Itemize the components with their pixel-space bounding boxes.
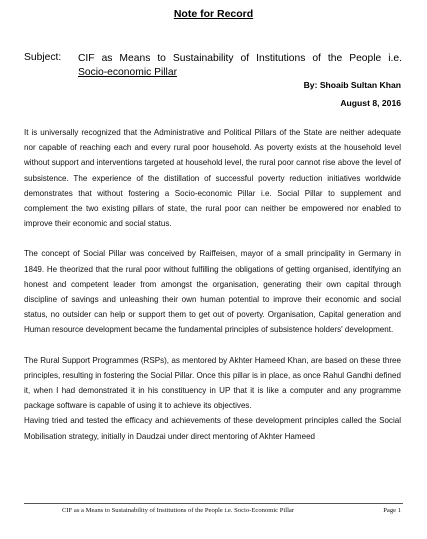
page-number: Page 1 [383, 507, 401, 514]
date-line: August 8, 2016 [340, 98, 401, 108]
subject-text [78, 52, 402, 80]
footer-text: CIF as a Means to Sustainability of Institutions of the People i.e. Socio-Economic Pillar [62, 507, 295, 514]
subject-label: Subject: [24, 52, 62, 63]
page-title: Note for Record [173, 8, 254, 20]
footer-divider [24, 503, 403, 504]
paragraph-2: The concept of Social Pillar was conceived by Raiffeisen, mayor of a small principality in Germany in 1849. He theorized that the rural poor without fulfilling the obligations of getting organised, identifying an honest and competent leader from amongst the organisation, generating their own capital through discipline of savings and unleashing their own human potential to improve their economic and social status, no outsider can help or support them to get out of poverty. Organisation, Capital generation and Human resource development became the fundamental principles of subsistence holders' development. [24, 249, 401, 335]
body-text [24, 125, 401, 444]
paragraph-1: It is universally recognized that the Administrative and Political Pillars of the State are neither adequate nor capable of reaching each and every rural poor household. As poverty exists at the household level without support and interventions targeted at household level, the rural poor cannot rise above the level of subsistence. The experience of the distillation of successful poverty reduction initiatives worldwide demonstrates that without fostering a Socio-economic Pillar i.e. Social Pillar to supplement and complement the two existing pillars of state, the rural poor can neither be empowered nor enabled to improve their economic and social status. [24, 128, 401, 229]
subject-line-2: Socio-economic Pillar [78, 67, 178, 78]
subject-line-1: CIF as Means to Sustainability of Institutions of the People i.e. [78, 53, 402, 64]
paragraph-4: Having tried and tested the efficacy and achievements of these development principles called the Social Mobilisation strategy, initially in Daudzai under direct mentoring of Akhter Hameed [24, 416, 401, 441]
paragraph-3: The Rural Support Programmes (RSPs), as mentored by Akhter Hameed Khan, are based on these three principles, resulting in fostering the Social Pillar. Once this pillar is in place, as once Rahul Gandhi defined it, when I had demonstrated it in his constituency in UP that it is like a computer and any programme package software is capable of using it to achieve its objectives. [24, 355, 401, 411]
author-line: By: Shoaib Sultan Khan [303, 80, 401, 90]
